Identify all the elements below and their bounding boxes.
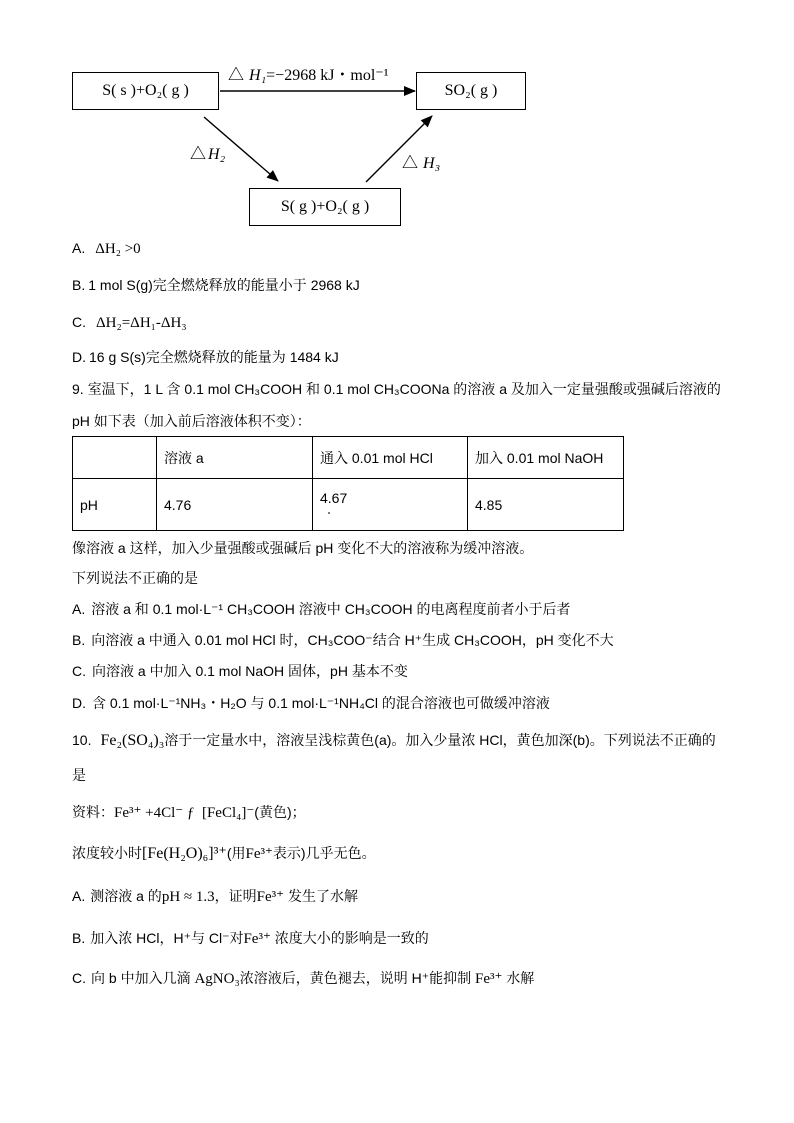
enthalpy-symbol: H₃ bbox=[423, 155, 441, 172]
q9-option-b bbox=[72, 630, 614, 650]
option-math-part: Fe³⁺ bbox=[256, 889, 285, 905]
q9-option-a bbox=[72, 599, 571, 619]
info-note: (黄色)； bbox=[254, 804, 306, 820]
option-text-part: 发生了水解 bbox=[284, 888, 358, 904]
note-text: 像溶液 a 这样，加入少量强酸或强碱后 pH 变化不大的溶液称为缓冲溶液。 bbox=[72, 540, 534, 556]
table-row bbox=[73, 479, 624, 531]
q9-note bbox=[72, 538, 533, 558]
info-label: 资料： bbox=[72, 804, 114, 820]
option-math-part: Fe³⁺ bbox=[474, 971, 503, 987]
enthalpy-symbol: H₂ bbox=[208, 146, 226, 163]
q9-prompt bbox=[72, 568, 198, 588]
delta-h1-label bbox=[228, 67, 389, 85]
option-text-part: 加入浓 HCl，H⁺与 Cl⁻对 bbox=[90, 930, 244, 946]
option-text: 1 mol S(g)完全燃烧释放的能量小于 2968 kJ bbox=[88, 277, 360, 293]
q8-option-a bbox=[72, 238, 141, 258]
q10-stem-line-1 bbox=[72, 730, 716, 750]
delta-h3-label bbox=[402, 155, 440, 173]
info-text: (用 bbox=[226, 845, 246, 861]
table-corner-cell bbox=[73, 437, 157, 479]
table-cell: 4.85 bbox=[468, 479, 624, 531]
option-letter: D. bbox=[72, 695, 86, 711]
q8-option-c bbox=[72, 312, 187, 332]
question-number: 9. bbox=[72, 381, 84, 397]
table-cell bbox=[313, 479, 468, 531]
reactants-gas-box bbox=[249, 188, 401, 226]
table-cell: 4.76 bbox=[157, 479, 313, 531]
delta-h2-label bbox=[190, 146, 225, 164]
q10-option-a bbox=[72, 886, 358, 906]
question-stem: pH 如下表（加入前后溶液体积不变）： bbox=[72, 413, 311, 429]
delta-symbol: △ bbox=[402, 155, 419, 172]
option-letter: A. bbox=[72, 601, 86, 617]
q10-stem-line-2 bbox=[72, 765, 86, 785]
ph-table bbox=[72, 436, 624, 531]
option-letter: B. bbox=[72, 277, 86, 293]
option-letter: B. bbox=[72, 632, 86, 648]
option-letter: C. bbox=[72, 314, 86, 330]
iron-sulfate-formula: Fe₂(SO₄)₃ bbox=[100, 732, 165, 749]
ion-formula: Fe³⁺ bbox=[245, 846, 273, 862]
option-text: 溶液 a 和 0.1 mol·L⁻¹ CH₃COOH 溶液中 CH₃COOH 的电离程度前者小于后者 bbox=[91, 601, 571, 617]
option-text-part: 水解 bbox=[502, 970, 535, 986]
table-header-row bbox=[73, 437, 624, 479]
option-text: 向溶液 a 中通入 0.01 mol HCl 时，CH₃COO⁻结合 H⁺生成 CH₃COOH，pH 变化不大 bbox=[91, 632, 614, 648]
option-text-part: 测溶液 a 的 bbox=[90, 888, 162, 904]
delta-symbol: △ bbox=[228, 67, 245, 84]
option-math-part: AgNO₃ bbox=[194, 971, 240, 987]
equilibrium-equation: Fe³⁺ +4Cl⁻ ƒ [FeCl₄]⁻ bbox=[114, 805, 255, 821]
q9-stem-line-2 bbox=[72, 411, 311, 431]
option-text-part: 浓溶液后，黄色褪去，说明 H⁺能抑制 bbox=[239, 970, 475, 986]
table-header-cell: 通入 0.01 mol HCl bbox=[313, 437, 468, 479]
option-math-part: Fe³⁺ bbox=[243, 931, 271, 947]
info-text: 浓度较小时 bbox=[72, 845, 142, 861]
hydrated-complex-formula: [Fe(H₂O)₆]³⁺ bbox=[142, 845, 227, 862]
prompt-text: 下列说法不正确的是 bbox=[72, 570, 198, 586]
q8-option-b bbox=[72, 275, 360, 295]
q9-stem-line-1 bbox=[72, 379, 721, 399]
q8-option-d bbox=[72, 347, 339, 367]
table-header-cell: 加入 0.01 mol NaOH bbox=[468, 437, 624, 479]
option-text: ΔH₂ >0 bbox=[95, 241, 141, 257]
q9-option-c bbox=[72, 661, 408, 681]
q10-option-b bbox=[72, 928, 429, 948]
stray-dot bbox=[328, 512, 330, 514]
enthalpy-symbol: H₁ bbox=[249, 67, 267, 84]
option-text: 含 0.1 mol·L⁻¹NH₃・H₂O 与 0.1 mol·L⁻¹NH₄Cl 的混合溶液也可做缓冲溶液 bbox=[92, 695, 550, 711]
table-cell-value: 4.67 bbox=[320, 489, 348, 506]
question-stem: 是 bbox=[72, 767, 86, 783]
table-header-cell: 溶液 a bbox=[157, 437, 313, 479]
q10-info-line-1 bbox=[72, 802, 306, 822]
reactants-gas-label: S( g )+O₂( g ) bbox=[280, 198, 370, 215]
product-box bbox=[416, 72, 526, 110]
option-letter: A. bbox=[72, 888, 86, 904]
option-text: 向溶液 a 中加入 0.1 mol NaOH 固体，pH 基本不变 bbox=[92, 663, 408, 679]
info-text: 表示)几乎无色。 bbox=[272, 845, 376, 861]
table-row-label: pH bbox=[73, 479, 157, 531]
q10-info-line-2 bbox=[72, 843, 376, 863]
option-letter: C. bbox=[72, 663, 86, 679]
q10-option-c bbox=[72, 968, 534, 988]
option-letter: C. bbox=[72, 970, 86, 986]
option-text-part: 向 b 中加入几滴 bbox=[91, 970, 195, 986]
option-text: ΔH₂=ΔH₁-ΔH₃ bbox=[96, 315, 187, 331]
q9-option-d bbox=[72, 693, 550, 713]
enthalpy-value: =−2968 kJ・mol⁻¹ bbox=[266, 67, 389, 84]
option-letter: B. bbox=[72, 930, 86, 946]
option-math-part: pH ≈ 1.3 bbox=[161, 889, 215, 905]
reactants-solid-label: S( s )+O₂( g ) bbox=[102, 82, 189, 99]
question-number: 10. bbox=[72, 732, 92, 748]
option-letter: A. bbox=[72, 240, 86, 256]
option-text-part: ，证明 bbox=[214, 888, 257, 904]
option-letter: D. bbox=[72, 349, 86, 365]
delta-symbol: △ bbox=[190, 146, 207, 163]
product-label: SO₂( g ) bbox=[444, 82, 498, 99]
option-text: 16 g S(s)完全燃烧释放的能量为 1484 kJ bbox=[89, 349, 339, 365]
option-text-part: 浓度大小的影响是一致的 bbox=[270, 930, 429, 946]
reactants-solid-box bbox=[72, 72, 219, 110]
question-stem: 溶于一定量水中，溶液呈浅棕黄色(a)。加入少量浓 HCl，黄色加深(b)。下列说法不正确的 bbox=[164, 732, 716, 748]
question-stem: 室温下，1 L 含 0.1 mol CH₃COOH 和 0.1 mol CH₃COONa 的溶液 a 及加入一定量强酸或强碱后溶液的 bbox=[87, 381, 721, 397]
